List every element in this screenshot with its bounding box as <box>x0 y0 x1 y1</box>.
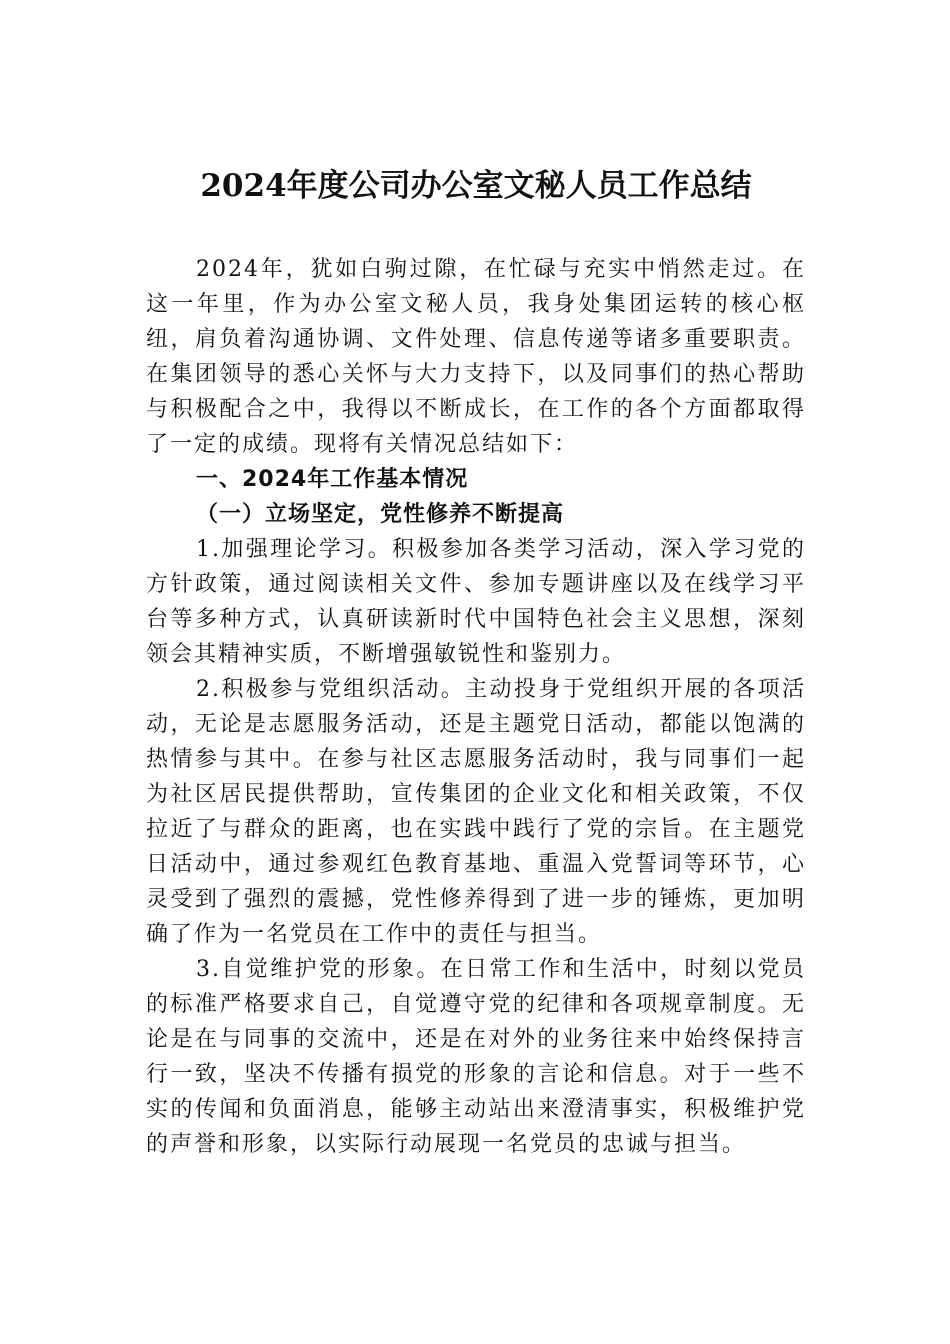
document-page <box>146 164 806 1162</box>
subsection-heading-1: （一）立场坚定，党性修养不断提高 <box>196 501 565 527</box>
document-title: 2024年度公司办公室文秘人员工作总结 <box>200 168 752 204</box>
paragraph-item-3: 3.自觉维护党的形象。在日常工作和生活中，时刻以党员的标准严格要求自己，自觉遵守党的纪律和各项规章制度。无论是在与同事的交流中，还是在对外的业务往来中始终保持言行一致，坚决不传播有损党的形象的言论和信息。对于一些不实的传闻和负面消息，能够主动站出来澄清事实，积极维护党的声誉和形象，以实际行动展现一名党员的忠诚与担当。 <box>146 957 806 1157</box>
paragraph-item-2: 2.积极参与党组织活动。主动投身于党组织开展的各项活动，无论是志愿服务活动，还是主题党日活动，都能以饱满的热情参与其中。在参与社区志愿服务活动时，我与同事们一起为社区居民提供帮助，宣传集团的企业文化和相关政策，不仅拉近了与群众的距离，也在实践中践行了党的宗旨。在主题党日活动中，通过参观红色教育基地、重温入党誓词等环节，心灵受到了强烈的震撼，党性修养得到了进一步的锤炼，更加明确了作为一名党员在工作中的责任与担当。 <box>146 677 806 947</box>
paragraph-item-1: 1.加强理论学习。积极参加各类学习活动，深入学习党的方针政策，通过阅读相关文件、参加专题讲座以及在线学习平台等多种方式，认真研读新时代中国特色社会主义思想，深刻领会其精神实质，不断增强敏锐性和鉴别力。 <box>146 537 806 667</box>
section-heading-1: 一、2024年工作基本情况 <box>196 467 469 492</box>
intro-paragraph: 2024年，犹如白驹过隙，在忙碌与充实中悄然走过。在这一年里，作为办公室文秘人员，我身处集团运转的核心枢纽，肩负着沟通协调、文件处理、信息传递等诸多重要职责。在集团领导的悉心关怀与大力支持下，以及同事们的热心帮助与积极配合之中，我得以不断成长，在工作的各个方面都取得了一定的成绩。现将有关情况总结如下： <box>146 257 806 457</box>
